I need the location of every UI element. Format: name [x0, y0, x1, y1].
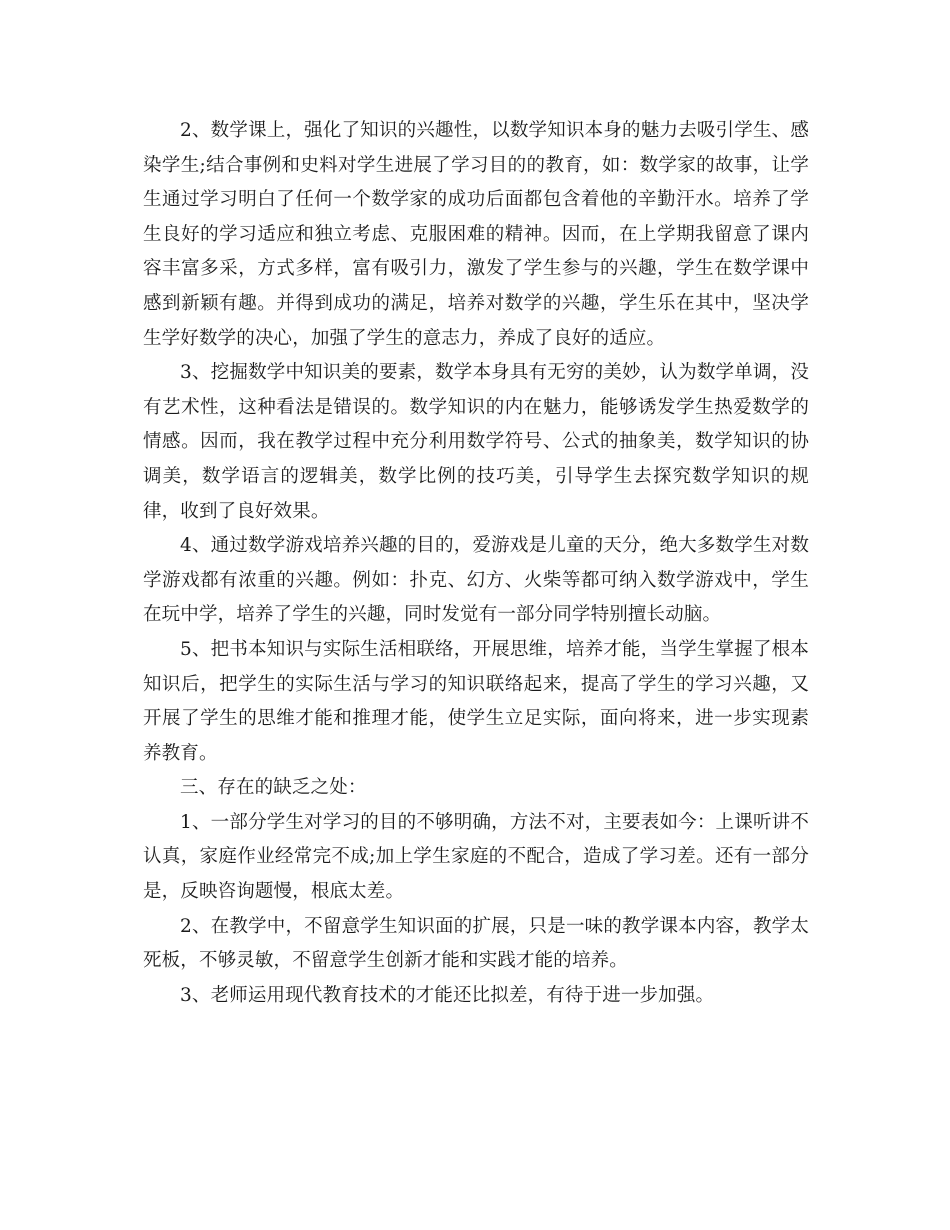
paragraph-shortcoming-1: 1、一部分学生对学习的目的不够明确，方法不对，主要表如今：上课听讲不认真，家庭作业经常完不成;加上学生家庭的不配合，造成了学习差。还有一部分是，反映咨询题慢，根底太差。	[143, 811, 809, 903]
paragraph-real-life-connection: 5、把书本知识与实际生活相联络，开展思维，培养才能，当学生掌握了根本知识后，把学生的实际生活与学习的知识联络起来，提高了学生的学习兴趣，又开展了学生的思维才能和推理才能，使学生立足实际，面向将来，进一步实现素养教育。	[143, 638, 809, 764]
paragraph-math-games: 4、通过数学游戏培养兴趣的目的，爱游戏是儿童的天分，绝大多数学生对数学游戏都有浓重的兴趣。例如：扑克、幻方、火柴等都可纳入数学游戏中，学生在玩中学，培养了学生的兴趣，同时发觉有一部分同学特别擅长动脑。	[143, 535, 809, 626]
paragraph-shortcoming-3: 3、老师运用现代教育技术的才能还比拟差，有待于进一步加强。	[180, 984, 715, 1006]
paragraph-beauty-of-math: 3、挖掘数学中知识美的要素，数学本身具有无穷的美妙，认为数学单调，没有艺术性，这种看法是错误的。数学知识的内在魅力，能够诱发学生热爱数学的情感。因而，我在教学过程中充分利用数学符号、公式的抽象美，数学知识的协调美，数学语言的逻辑美，数学比例的技巧美，引导学生去探究数学知识的规律，收到了良好效果。	[143, 362, 809, 522]
document-body	[143, 114, 809, 1013]
paragraph-interest-in-math-class: 2、数学课上，强化了知识的兴趣性，以数学知识本身的魅力去吸引学生、感染学生;结合事例和史料对学生进展了学习目的的教育，如：数学家的故事，让学生通过学习明白了任何一个数学家的成功后面都包含着他的辛勤汗水。培养了学生良好的学习适应和独立考虑、克服困难的精神。因而，在上学期我留意了课内容丰富多采，方式多样，富有吸引力，激发了学生参与的兴趣，学生在数学课中感到新颖有趣。并得到成功的满足，培养对数学的兴趣，学生乐在其中，坚决学生学好数学的决心，加强了学生的意志力，养成了良好的适应。	[143, 120, 809, 349]
section-heading-shortcomings: 三、存在的缺乏之处：	[180, 777, 367, 799]
paragraph-shortcoming-2: 2、在教学中，不留意学生知识面的扩展，只是一味的教学课本内容，教学太死板，不够灵敏，不留意学生创新才能和实践才能的培养。	[143, 915, 809, 972]
